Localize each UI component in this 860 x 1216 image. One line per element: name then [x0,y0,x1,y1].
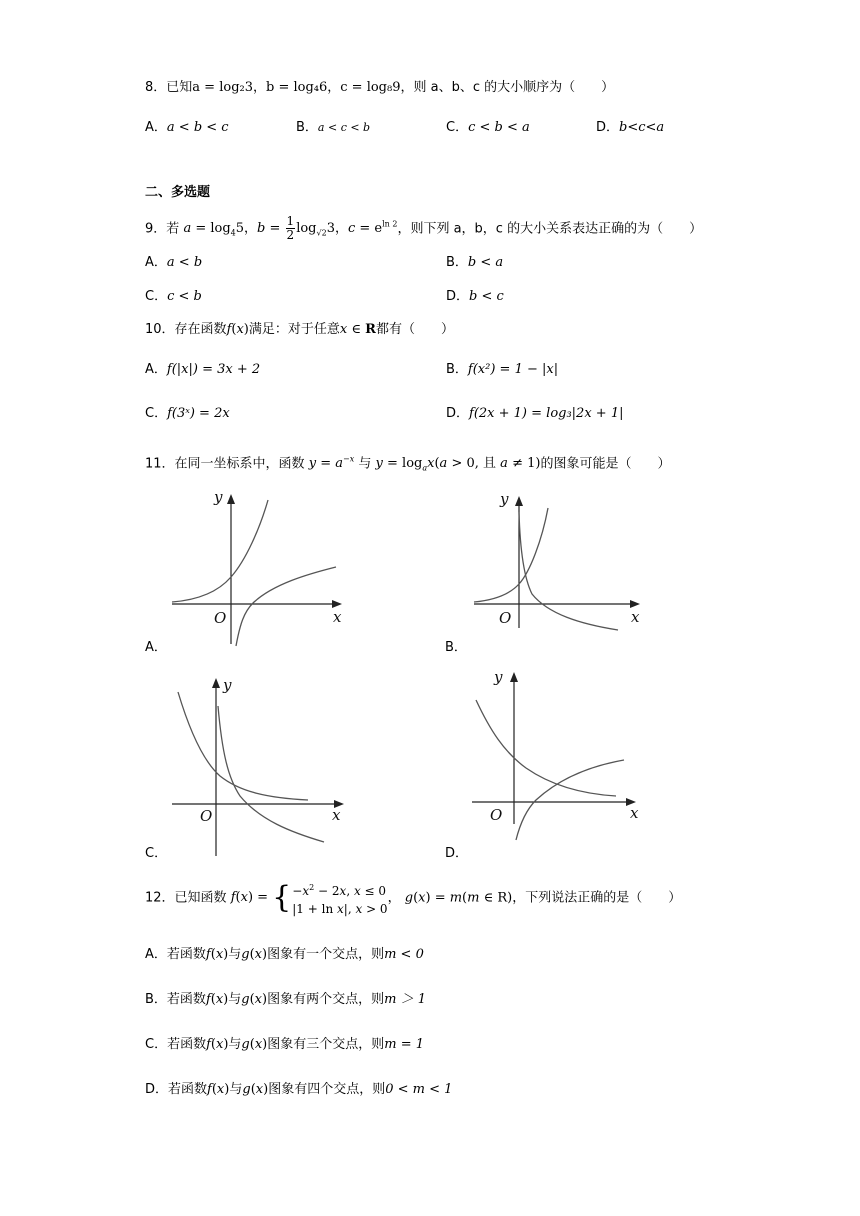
q9-option-d[interactable] [446,288,504,306]
q9-number: 9． [145,221,167,237]
q10-stem: 10．存在函数f(x)满足：对于任意x ∈ R都有（ ） [145,322,454,337]
graph-b[interactable] [470,488,660,648]
q12-option-c[interactable]: C．若函数f(x)与g(x)图象有三个交点，则m = 1 [145,1037,425,1052]
x-axis-label: x [332,806,341,824]
q8-stem-b: ，则 a、b、c 的大小顺序为（ ） [400,80,615,95]
option-condition: m < 0 [384,947,424,962]
option-text: f(|x|) = 3x + 2 [166,362,261,377]
option-label: C． [145,289,168,304]
y-axis-arrow-icon [212,678,220,688]
x-axis-arrow-icon [630,600,640,608]
x-axis-label: x [333,608,342,626]
q10-option-d[interactable] [446,405,623,423]
q12-option-a[interactable]: A．若函数f(x)与g(x)图象有一个交点，则m < 0 [145,947,424,962]
y-axis-label: y [494,668,503,686]
q9-option-b[interactable] [446,254,503,272]
q8-number: 8． [145,80,167,95]
q11-stem-a: 在同一坐标系中，函数 [174,456,305,472]
origin-label: O [499,609,512,627]
curve-exponential [476,700,616,796]
curve-logarithmic [236,567,336,646]
option-text: c < b < a [468,120,530,135]
option-pre: 若函数 [166,947,206,962]
origin-label: O [490,806,503,824]
q8-option-a[interactable] [145,119,229,137]
option-condition: m ＞ 1 [384,992,426,1007]
x-axis-arrow-icon [332,600,342,608]
option-text: b < c [469,289,504,304]
graph-a[interactable] [168,488,358,648]
origin-label: O [200,807,213,825]
option-post: 图象有三个交点，则 [267,1037,385,1052]
q9-stem [145,212,702,247]
q9-option-a[interactable] [145,254,202,272]
option-text: a < b [166,255,203,270]
option-label: B． [446,362,468,377]
option-text: a < c < b [317,121,371,134]
option-mid: 与 [229,1082,243,1097]
q11-number: 11． [145,456,175,472]
graph-d[interactable] [470,664,660,854]
option-label: C． [145,1037,168,1052]
q11-expr-exp: $y = a^{-x}$ [308,455,355,472]
option-label: B． [145,992,167,1007]
option-post: 图象有两个交点，则 [267,992,385,1007]
option-label: A． [145,255,167,270]
y-axis-arrow-icon [515,496,523,506]
q11-expr-log: $y = \log_ax(a > 0$, 且 a ≠ 1) [375,456,541,473]
q12-piecewise: f ( x ) = { $-x^2 - 2x$, x ≤ 0 |1 + ln x|, x > 0 [230,880,388,916]
y-axis-label: y [500,490,509,508]
y-axis-label: y [223,676,232,694]
q12-option-b[interactable]: B．若函数f(x)与g(x)图象有两个交点，则m ＞ 1 [145,992,426,1007]
graph-b-label: B． [445,640,467,655]
curve-exponential [172,500,268,602]
y-axis-label: y [214,488,223,506]
option-post: 图象有四个交点，则 [268,1082,386,1097]
q10-option-c[interactable] [145,405,230,423]
q8-stem [145,79,614,97]
q12-stem-a: 已知函数 [174,890,227,906]
option-text: a < b < c [166,120,229,135]
q8-option-b[interactable] [296,119,370,137]
section-title: 二、多选题 [145,185,211,200]
q10-stem-c: 都有（ ） [375,322,454,337]
q8-stem-a: 已知 [166,80,193,95]
q8-expr: a = log₂3，b = log₄6，c = log₈9 [192,80,401,95]
option-condition: 0 < m < 1 [385,1082,453,1097]
graph-a-label: A． [145,640,167,655]
x-axis-label: x [631,608,640,626]
graph-d-label: D． [445,846,469,861]
curve-exponential [474,508,548,602]
option-label: C． [446,120,469,135]
q9-stem-a: 若 [166,221,180,237]
q8-option-d[interactable] [596,119,664,137]
y-axis-arrow-icon [227,494,235,504]
x-axis-label: x [630,804,639,822]
q12-number: 12． [145,890,175,906]
option-label: A． [145,120,167,135]
q10-option-b[interactable] [446,361,558,379]
option-label: C． [145,406,168,421]
option-text: c < b [167,289,202,304]
q10-stem-a: 存在函数 [174,322,227,337]
q9-stem-b: ，则下列 a，b，c 的大小关系表达正确的为（ ） [397,221,703,237]
option-label: D． [446,289,470,304]
q11-stem-b: 与 [358,456,372,472]
q12-stem-b: ，下列说法正确的是（ ） [512,890,682,906]
option-pre: 若函数 [167,1037,207,1052]
option-text: b < a [467,255,504,270]
q12-option-d[interactable]: D．若函数f(x)与g(x)图象有四个交点，则0 < m < 1 [145,1082,453,1097]
option-condition: m = 1 [384,1037,425,1052]
option-text: f(3ˣ) = 2x [167,406,230,421]
graph-c[interactable] [168,672,358,862]
curve-logarithmic [218,706,324,842]
q10-stem-b: 满足：对于任意 [248,322,340,337]
option-label: A． [145,362,167,377]
option-label: D． [446,406,470,421]
q8-option-c[interactable] [446,119,530,137]
option-mid: 与 [228,1037,242,1052]
q12-stem: 12．已知函数 f ( x ) = { $-x^2 - 2x$, x ≤ 0 |1 + ln x|, x > 0 ， g(x) = m(m ∈ R)，下列说法正确的是（ ） [145,878,681,919]
q9-option-c[interactable] [145,288,202,306]
q11-stem-c: 的图象可能是（ ） [540,456,671,472]
option-text: b<c<a [619,120,665,135]
q10-number: 10． [145,322,175,337]
option-mid: 与 [228,947,242,962]
option-mid: 与 [228,992,242,1007]
curve-exponential [178,692,308,800]
option-text: f(2x + 1) = log₃|2x + 1| [469,406,624,421]
option-label: A． [145,947,167,962]
y-axis-arrow-icon [510,672,518,682]
q10-option-a[interactable] [145,361,260,379]
q11-stem [145,451,670,478]
graph-c-label: C． [145,846,168,861]
option-post: 图象有一个交点，则 [267,947,385,962]
option-label: D． [596,120,620,135]
origin-label: O [214,609,227,627]
option-label: B． [446,255,468,270]
q9-expr: $a = \log_45$，b = $\frac{1}{2}$ $\log_{√2}3$，$c = e^{ln 2}$ [183,214,398,243]
option-pre: 若函数 [168,1082,208,1097]
option-label: D． [145,1082,169,1097]
option-label: B． [296,120,318,135]
option-text: f(x²) = 1 − |x| [467,362,559,377]
q12-gx: g(x) = m(m ∈ R) [404,890,513,906]
option-pre: 若函数 [166,992,206,1007]
curve-logarithmic [519,512,618,630]
q10-fx: f [226,322,232,337]
